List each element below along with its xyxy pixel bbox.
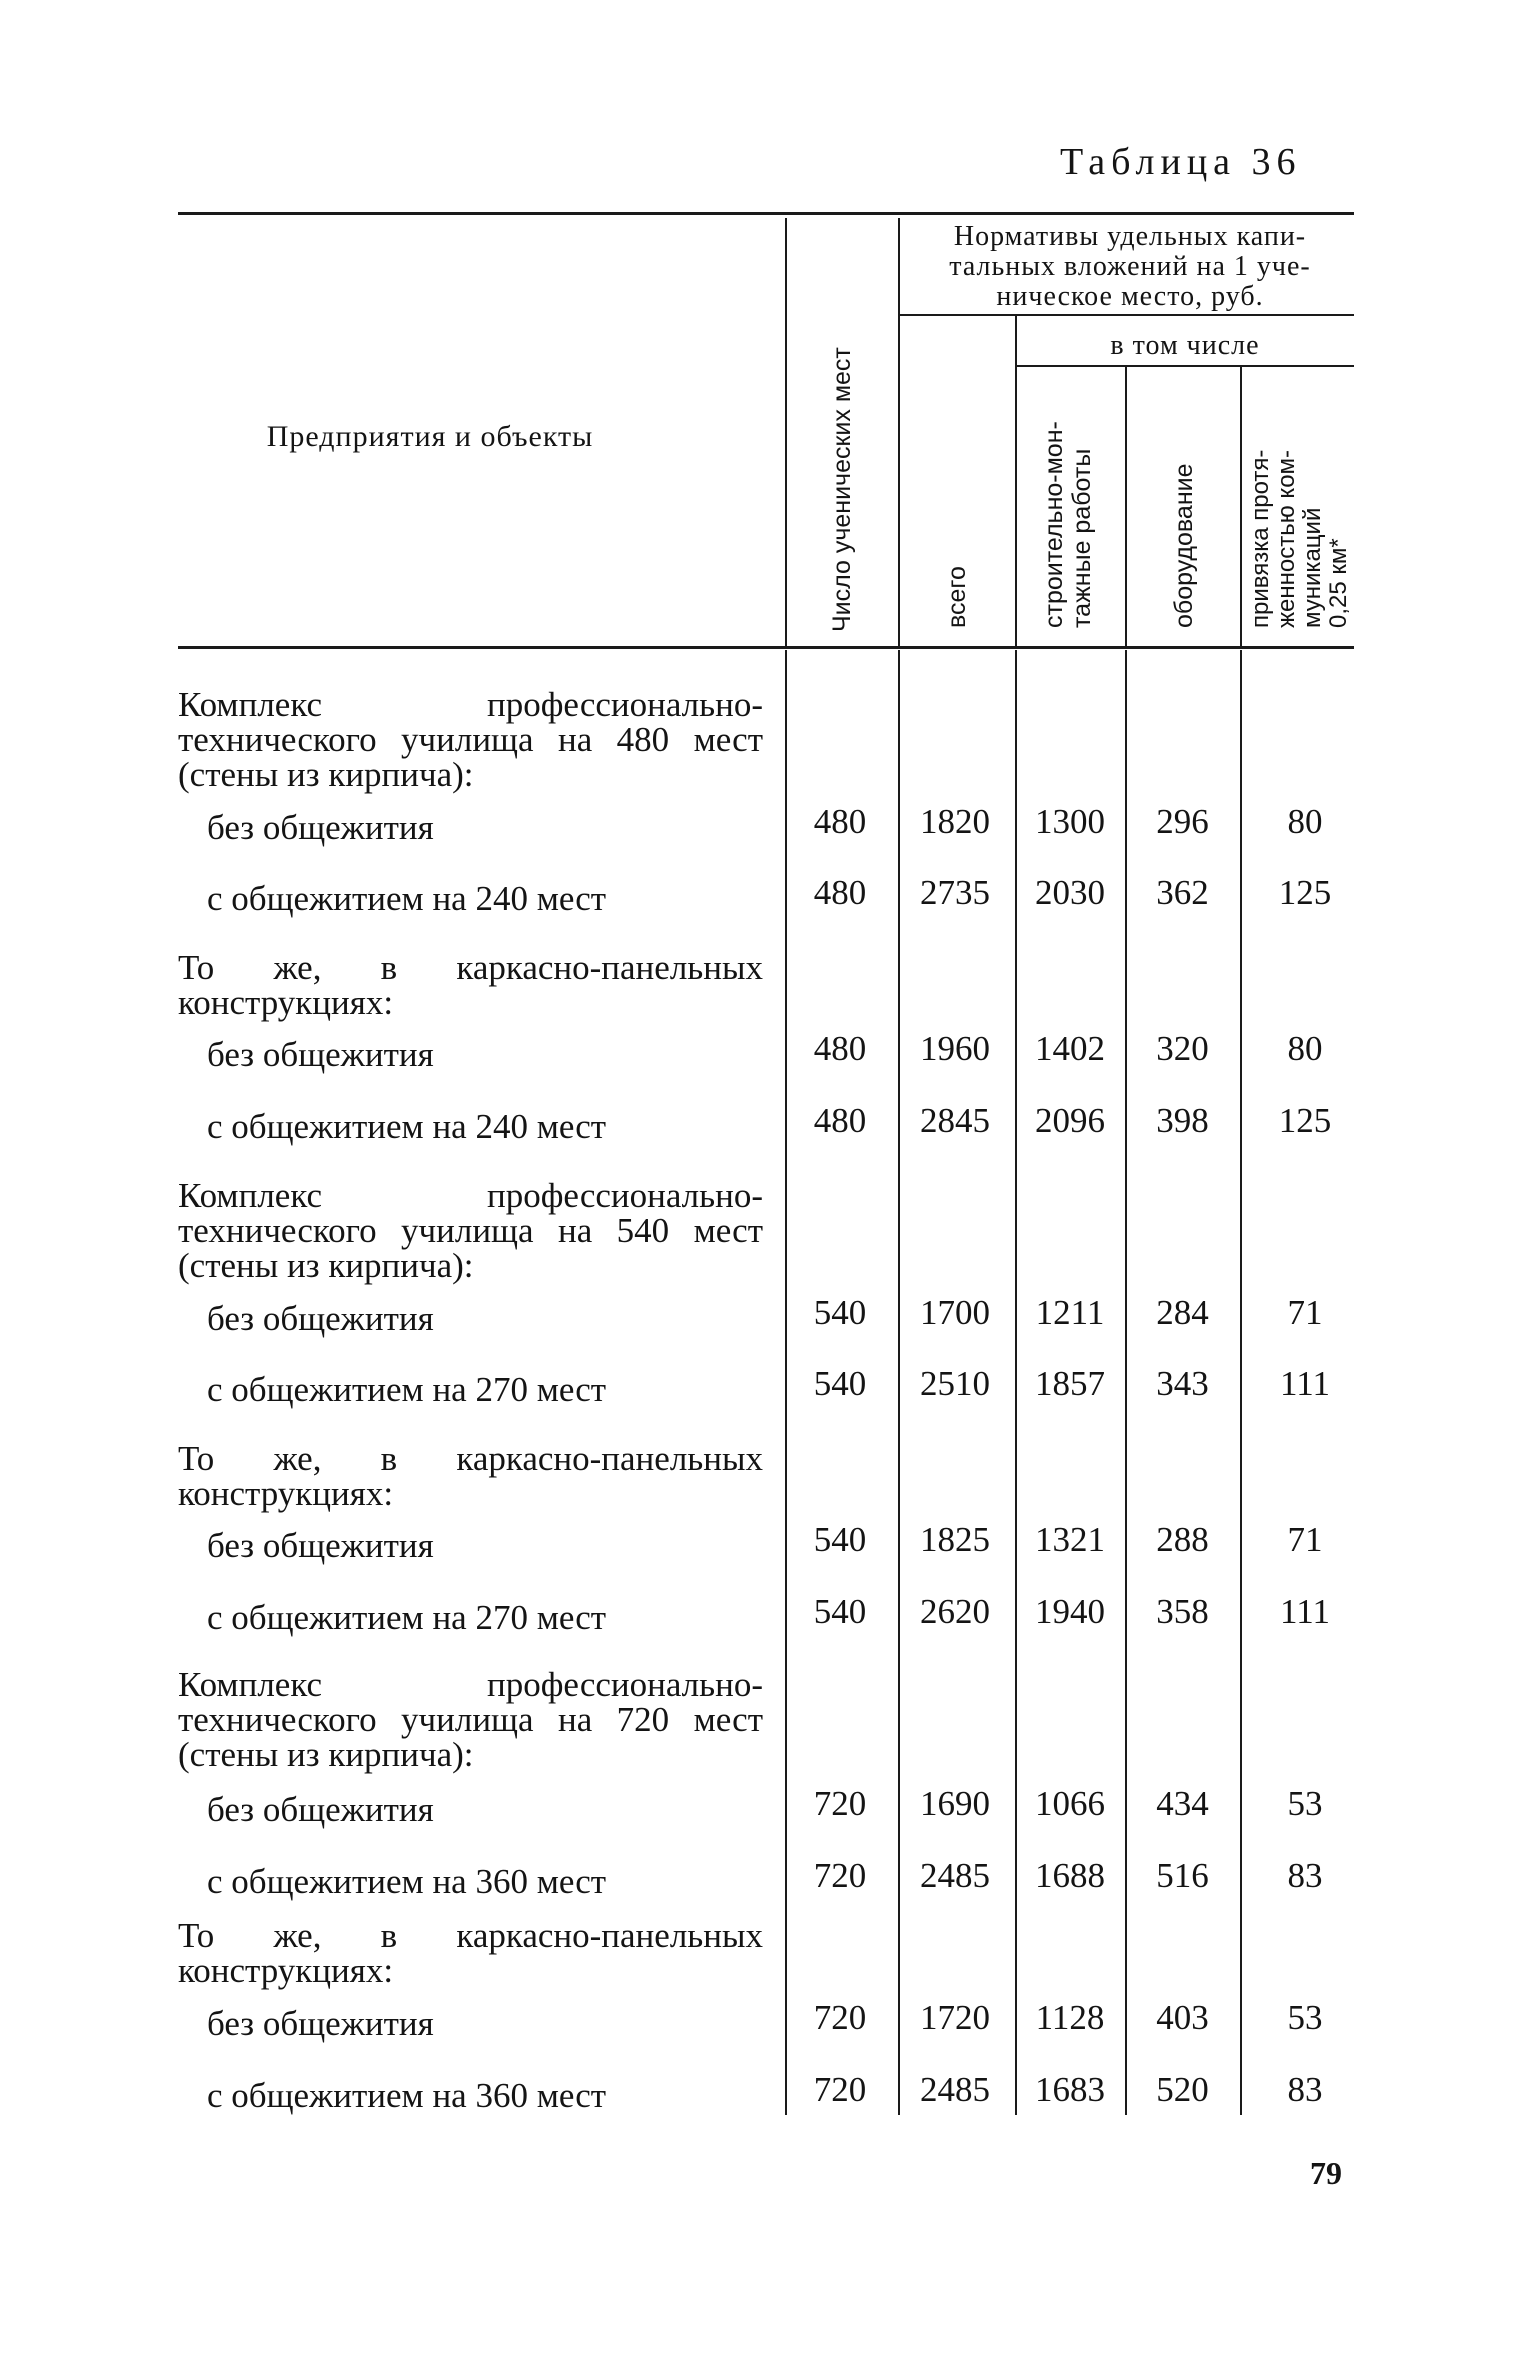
row-label: без общежития [207,1035,434,1074]
group-title: Комплекс профессионально-технического училища на 480 мест (стены из кирпича): [178,685,763,794]
table-title: Таблица 36 [1060,141,1302,183]
header-seats: Число ученических мест [828,347,856,632]
cell-seats: 540 [813,1520,867,1559]
body-rule-4 [1125,650,1127,2115]
seats-column-rule [785,218,787,646]
cell-equipment: 520 [1156,2070,1209,2109]
row-label: без общежития [207,2004,434,2043]
cell-construction: 2096 [1035,1101,1105,1140]
cell-equipment: 434 [1156,1784,1209,1823]
cell-equipment: 362 [1156,873,1209,912]
cell-seats: 540 [813,1592,867,1631]
cell-seats: 720 [813,1784,867,1823]
cell-binding: 53 [1287,1998,1323,2037]
cell-binding: 111 [1280,1364,1330,1403]
equipment-column-rule [1240,367,1242,646]
body-rule-5 [1240,650,1242,2115]
group-title: То же, в каркасно-панельных конструкциях: [178,948,763,1022]
cell-construction: 1683 [1035,2070,1105,2109]
cell-total: 1700 [920,1293,990,1332]
row-label: с общежитием на 270 мест [207,1370,607,1409]
cell-total: 1960 [920,1029,990,1068]
cell-construction: 1128 [1035,1998,1105,2037]
cell-seats: 480 [813,1101,867,1140]
cell-total: 2510 [920,1364,990,1403]
cell-equipment: 320 [1156,1029,1209,1068]
including-rule [1015,365,1354,367]
cell-equipment: 296 [1156,802,1209,841]
cell-seats: 720 [813,1998,867,2037]
cell-equipment: 403 [1156,1998,1209,2037]
group-title: То же, в каркасно-панельных конструкциях: [178,1916,763,1990]
group-title: Комплекс профессионально-технического училища на 540 мест (стены из кирпича): [178,1176,763,1285]
cell-construction: 1211 [1035,1293,1105,1332]
cell-equipment: 516 [1156,1856,1209,1895]
cell-binding: 111 [1280,1592,1330,1631]
cell-seats: 720 [813,2070,867,2109]
header-total: всего [943,566,971,628]
total-column-rule [1015,316,1017,646]
cell-equipment: 288 [1156,1520,1209,1559]
row-label: с общежитием на 270 мест [207,1598,607,1637]
row-label: с общежитием на 240 мест [207,879,607,918]
header-objects: Предприятия и объекты [266,420,594,453]
cell-total: 2485 [920,2070,990,2109]
norms-column-rule [898,218,900,646]
group-title: Комплекс профессионально-технического училища на 720 мест (стены из кирпича): [178,1665,763,1774]
row-label: без общежития [207,1299,434,1338]
cell-construction: 1321 [1035,1520,1105,1559]
cell-construction: 1066 [1035,1784,1105,1823]
cell-binding: 80 [1287,1029,1323,1068]
group-title: То же, в каркасно-панельных конструкциях: [178,1439,763,1513]
row-label: без общежития [207,1526,434,1565]
top-rule [178,212,1354,215]
cell-equipment: 284 [1156,1293,1209,1332]
cell-total: 1825 [920,1520,990,1559]
row-label: с общежитием на 360 мест [207,2076,607,2115]
cell-binding: 71 [1287,1520,1323,1559]
header-equipment: оборудование [1170,463,1198,628]
cell-total: 1820 [920,802,990,841]
cell-total: 2620 [920,1592,990,1631]
cell-seats: 480 [813,802,867,841]
cell-binding: 71 [1287,1293,1323,1332]
cell-seats: 480 [813,1029,867,1068]
body-rule-1 [785,650,787,2115]
cell-construction: 1940 [1035,1592,1105,1631]
page-number: 79 [1310,2155,1342,2191]
row-label: с общежитием на 240 мест [207,1107,607,1146]
row-label: без общежития [207,1790,434,1829]
cell-construction: 1300 [1035,802,1105,841]
cell-total: 2845 [920,1101,990,1140]
cell-total: 2485 [920,1856,990,1895]
cell-total: 1690 [920,1784,990,1823]
header-binding: привязка протя- женностью ком- муникаций 0,25 км* [1247,449,1352,628]
cell-seats: 540 [813,1293,867,1332]
cell-construction: 1857 [1035,1364,1105,1403]
cell-binding: 83 [1287,2070,1323,2109]
cell-equipment: 343 [1156,1364,1209,1403]
cell-construction: 1688 [1035,1856,1105,1895]
cell-binding: 80 [1287,802,1323,841]
cell-binding: 125 [1278,873,1332,912]
cell-binding: 83 [1287,1856,1323,1895]
cell-binding: 125 [1278,1101,1332,1140]
cell-construction: 1402 [1035,1029,1105,1068]
cell-seats: 540 [813,1364,867,1403]
cell-equipment: 358 [1156,1592,1209,1631]
row-label: без общежития [207,808,434,847]
cell-total: 2735 [920,873,990,912]
cell-total: 1720 [920,1998,990,2037]
construction-column-rule [1125,367,1127,646]
cell-seats: 480 [813,873,867,912]
header-including: в том числе [1110,330,1260,361]
header-norms: Нормативы удельных капи- тальных вложений на 1 уче- ническое место, руб. [949,221,1311,312]
header-bottom-rule [178,646,1354,649]
row-label: с общежитием на 360 мест [207,1862,607,1901]
norms-rule [900,314,1354,316]
cell-binding: 53 [1287,1784,1323,1823]
cell-equipment: 398 [1156,1101,1209,1140]
header-construction: строительно-мон- тажные работы [1040,421,1096,628]
cell-construction: 2030 [1035,873,1105,912]
cell-seats: 720 [813,1856,867,1895]
